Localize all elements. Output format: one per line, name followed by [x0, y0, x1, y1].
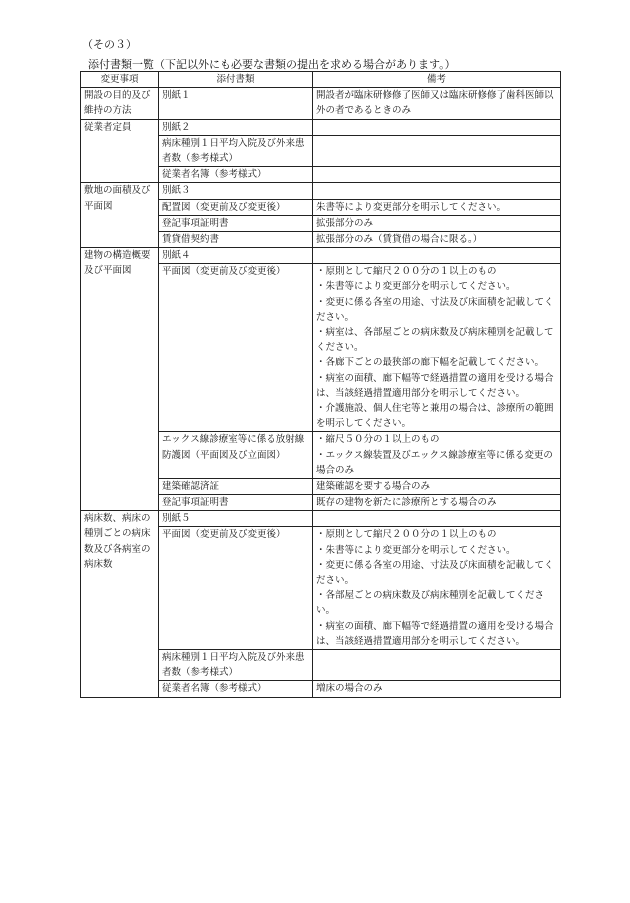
- attached-document-cell: 別紙２: [159, 119, 313, 135]
- attached-document-cell: 別紙１: [159, 88, 313, 119]
- page-label: （その３）: [82, 38, 137, 51]
- remark-line: ・病室の面積、廊下幅等で経過措置の適用を受ける場合は、当該経過措置適用部分を明示してください。: [316, 372, 554, 399]
- remarks-cell: [313, 199, 561, 215]
- remark-line: 建築確認を要する場合のみ: [316, 480, 431, 492]
- remarks-cell: [313, 478, 561, 494]
- remarks-cell: [313, 527, 561, 650]
- table-row: [81, 183, 561, 199]
- remark-line: ・病室の面積、廊下幅等で経過措置の適用を受ける場合は、当該経過措置適用部分を明示してください。: [316, 620, 554, 647]
- remark-line: 朱書等により変更部分を明示してください。: [316, 201, 507, 213]
- remark-line: ・各部屋ごとの病床数及び病床種別を記載してください。: [316, 590, 545, 617]
- remark-line: ・原則として縮尺２００分の１以上のもの: [316, 266, 497, 278]
- remarks-cell: [313, 88, 561, 119]
- remarks-cell: [313, 135, 561, 166]
- remarks-cell: [313, 511, 561, 527]
- remarks-cell: [313, 495, 561, 511]
- remarks-cell: [313, 231, 561, 247]
- attachment-table: [80, 71, 561, 698]
- list-title: 添付書類一覧（下記以外にも必要な書類の提出を求める場合があります。）: [88, 58, 456, 71]
- header-note: 備考: [313, 72, 561, 88]
- remark-line: ・朱書等により変更部分を明示してください。: [316, 544, 516, 556]
- remark-line: ・病室は、各部屋ごとの病床数及び病床種別を記載してください。: [316, 327, 554, 354]
- table-row: [81, 88, 561, 119]
- remarks-cell: [313, 119, 561, 135]
- attached-document-cell: 登記事項証明書: [159, 495, 313, 511]
- attached-document-cell: 平面図（変更前及び変更後）: [159, 527, 313, 650]
- remark-line: ・エックス線装置及びエックス線診療室等に係る変更の場合のみ: [316, 449, 553, 476]
- table-row: [81, 119, 561, 135]
- attached-document-cell: 従業者名簿（参考様式）: [159, 681, 313, 697]
- change-item-cell: 病床数、病床の種別ごとの病床数及び各病室の病床数: [81, 511, 159, 697]
- attached-document-cell: 登記事項証明書: [159, 215, 313, 231]
- attached-document-cell: 別紙３: [159, 183, 313, 199]
- change-item-cell: 開設の目的及び維持の方法: [81, 88, 159, 119]
- remark-line: 増床の場合のみ: [316, 683, 383, 695]
- change-item-cell: 敷地の面積及び平面図: [81, 183, 159, 248]
- remarks-cell: [313, 183, 561, 199]
- attached-document-cell: 従業者名簿（参考様式）: [159, 167, 313, 183]
- attached-document-cell: 賃貸借契約書: [159, 231, 313, 247]
- table-header-row: [81, 72, 561, 88]
- attached-document-cell: 別紙４: [159, 248, 313, 264]
- attached-document-cell: 建築確認済証: [159, 478, 313, 494]
- remarks-cell: [313, 681, 561, 697]
- header-doc: 添付書類: [159, 72, 313, 88]
- remark-line: 拡張部分のみ: [316, 217, 374, 229]
- remark-line: 既存の建物を新たに診療所とする場合のみ: [316, 497, 497, 509]
- remark-line: ・変更に係る各室の用途、寸法及び床面積を記載してください。: [316, 559, 554, 586]
- attached-document-cell: 配置図（変更前及び変更後）: [159, 199, 313, 215]
- attached-document-cell: 別紙５: [159, 511, 313, 527]
- remarks-cell: [313, 649, 561, 680]
- remark-line: 拡張部分のみ（賃貸借の場合に限る。）: [316, 233, 483, 245]
- remark-line: 開設者が臨床研修修了医師又は臨床研修修了歯科医師以外の者であるときのみ: [316, 90, 554, 117]
- remarks-cell: [313, 264, 561, 432]
- attached-document-cell: エックス線診療室等に係る放射線防護図（平面図及び立面図）: [159, 432, 313, 479]
- remark-line: ・介護施設、個人住宅等と兼用の場合は、診療所の範囲を明示してください。: [316, 402, 554, 430]
- remarks-cell: [313, 167, 561, 183]
- header-item: 変更事項: [81, 72, 159, 88]
- remark-line: ・変更に係る各室の用途、寸法及び床面積を記載してください。: [316, 296, 554, 323]
- change-item-cell: 従業者定員: [81, 119, 159, 183]
- remarks-cell: [313, 432, 561, 479]
- remark-line: ・縮尺５０分の１以上のもの: [316, 434, 440, 446]
- table-row: [81, 511, 561, 527]
- remark-line: ・各廊下ごとの最狭部の廊下幅を記載してください。: [316, 357, 545, 369]
- attached-document-cell: 平面図（変更前及び変更後）: [159, 264, 313, 432]
- table-row: [81, 248, 561, 264]
- remark-line: ・朱書等により変更部分を明示してください。: [316, 281, 516, 293]
- remarks-cell: [313, 248, 561, 264]
- change-item-cell: 建物の構造概要及び平面図: [81, 248, 159, 511]
- remark-line: ・原則として縮尺２００分の１以上のもの: [316, 529, 497, 541]
- remarks-cell: [313, 215, 561, 231]
- attached-document-cell: 病床種別１日平均入院及び外来患者数（参考様式）: [159, 135, 313, 166]
- attached-document-cell: 病床種別１日平均入院及び外来患者数（参考様式）: [159, 649, 313, 680]
